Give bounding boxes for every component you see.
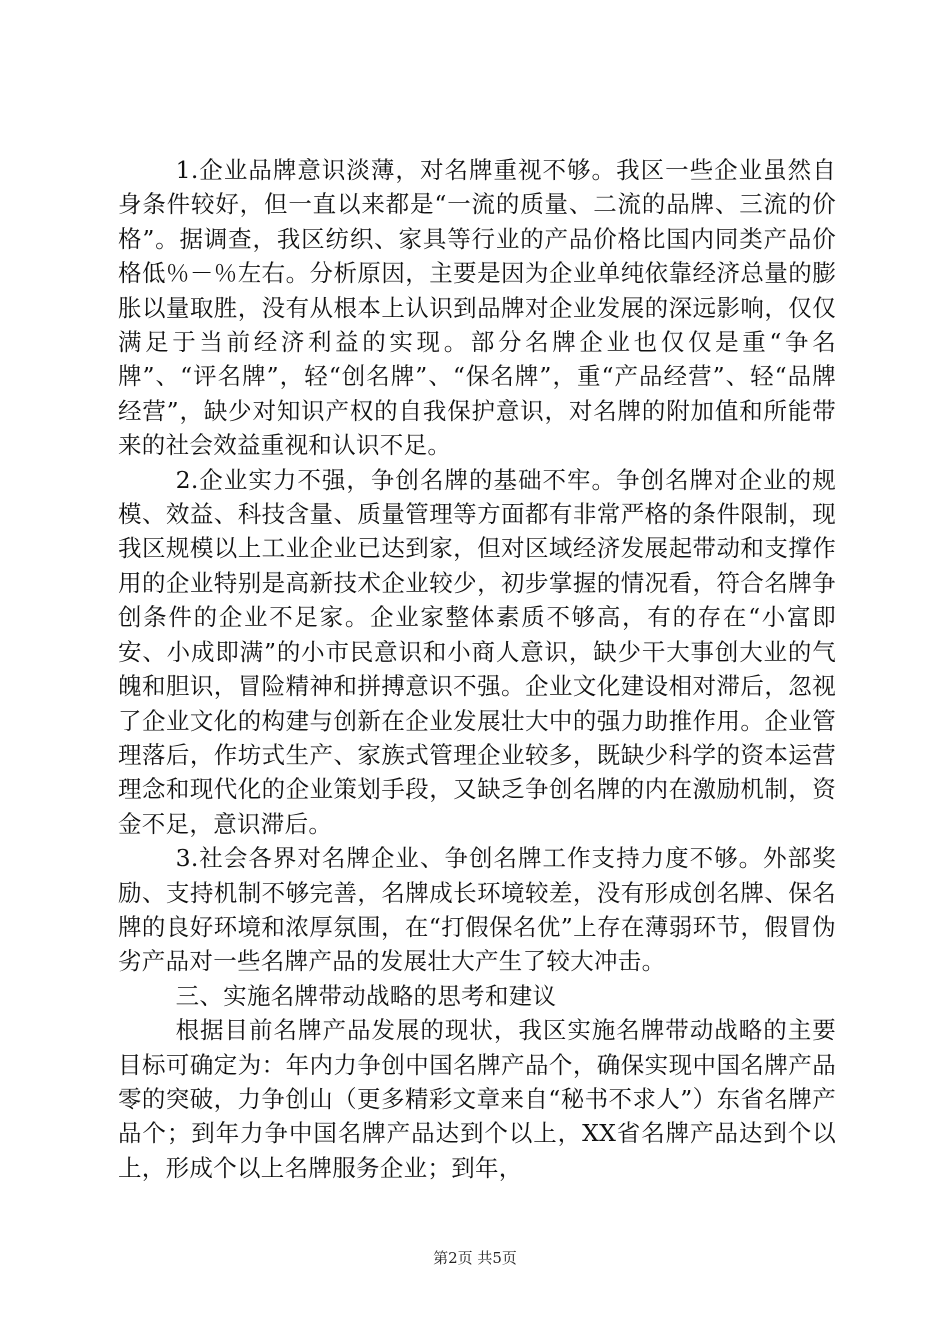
paragraph-strategy-goals: 根据目前名牌产品发展的现状，我区实施名牌带动战略的主要目标可确定为：年内力争创中国名牌产品个，确保实现中国名牌产品零的突破，力争创山（更多精彩文章来自“秘书不求人”）东省名牌产品个；到年力争中国名牌产品达到个以上，XX省名牌产品达到个以上，形成个以上名牌服务企业；到年， [118,1016,836,1182]
paragraph-brand-awareness: 1.企业品牌意识淡薄，对名牌重视不够。我区一些企业虽然自身条件较好，但一直以来都是“一流的质量、二流的品牌、三流的价格”。据调查，我区纺织、家具等行业的产品价格比国内同类产品价格低％－％左右。分析原因，主要是因为企业单纯依靠经济总量的膨胀以量取胜，没有从根本上认识到品牌对企业发展的深远影响，仅仅满足于当前经济利益的实现。部分名牌企业也仅仅是重“争名牌”、“评名牌”，轻“创名牌”、“保名牌”，重“产品经营”、轻“品牌经营”，缺少对知识产权的自我保护意识，对名牌的附加值和所能带来的社会效益重视和认识不足。 [118,156,836,460]
paragraph-social-support: 3.社会各界对名牌企业、争创名牌工作支持力度不够。外部奖励、支持机制不够完善，名牌成长环境较差，没有形成创名牌、保名牌的良好环境和浓厚氛围，在“打假保名优”上存在薄弱环节，假冒伪劣产品对一些名牌产品的发展壮大产生了较大冲击。 [118,844,836,976]
paragraph-enterprise-strength: 2.企业实力不强，争创名牌的基础不牢。争创名牌对企业的规模、效益、科技含量、质量管理等方面都有非常严格的条件限制，现我区规模以上工业企业已达到家，但对区域经济发展起带动和支撑作用的企业特别是高新技术企业较少，初步掌握的情况看，符合名牌争创条件的企业不足家。企业家整体素质不够高，有的存在“小富即安、小成即满”的小市民意识和小商人意识，缺少干大事创大业的气魄和胆识，冒险精神和拼搏意识不强。企业文化建设相对滞后，忽视了企业文化的构建与创新在企业发展壮大中的强力助推作用。企业管理落后，作坊式生产、家族式管理企业较多，既缺少科学的资本运营理念和现代化的企业策划手段，又缺乏争创名牌的内在激励机制，资金不足，意识滞后。 [118,465,836,838]
page-number-label: 第2页 共5页 [433,1249,517,1267]
document-body [118,153,836,1185]
page-footer [0,1248,950,1268]
section-heading-strategy: 三、实施名牌带动战略的思考和建议 [175,981,557,1010]
